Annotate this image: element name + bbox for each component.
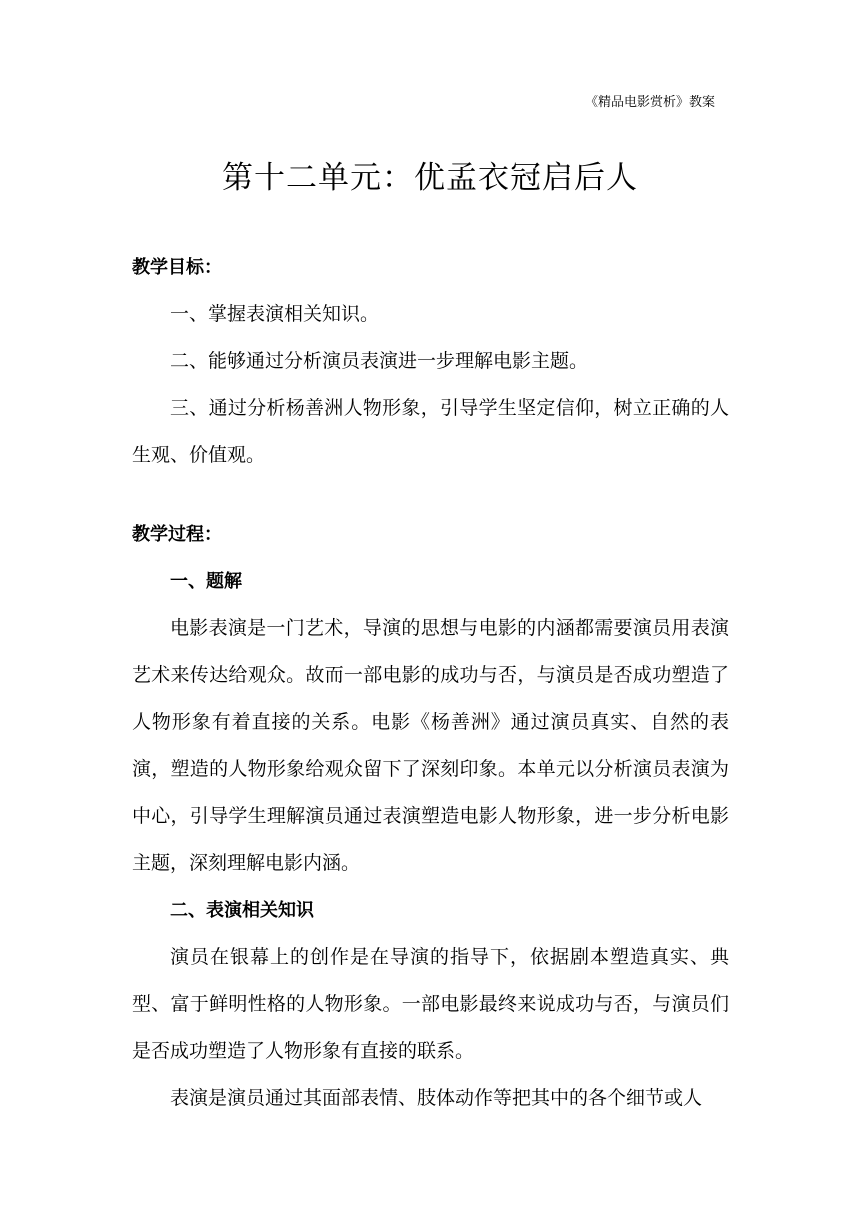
- teaching-process-section: [132, 511, 729, 1122]
- section-heading-performance-knowledge: 二、表演相关知识: [170, 900, 314, 921]
- teaching-process-heading: 教学过程：: [132, 524, 222, 545]
- teaching-goals-section: [132, 244, 729, 479]
- goal-item-2: 二、能够通过分析演员表演进一步理解电影主题。: [170, 350, 589, 372]
- unit-title: 第十二单元：优孟衣冠启后人: [222, 160, 638, 196]
- interpretation-paragraph: 电影表演是一门艺术，导演的思想与电影的内涵都需要演员用表演艺术来传达给观众。故而一部电影的成功与否，与演员是否成功塑造了人物形象有着直接的关系。电影《杨善洲》通过演员真实、自然的表演，塑造的人物形象给观众留下了深刻印象。本单元以分析演员表演为中心，引导学生理解演员通过表演塑造电影人物形象，进一步分析电影主题，深刻理解电影内涵。: [132, 617, 729, 874]
- performance-paragraph-1: 演员在银幕上的创作是在导演的指导下，依据剧本塑造真实、典型、富于鲜明性格的人物形象。一部电影最终来说成功与否，与演员们是否成功塑造了人物形象有直接的联系。: [132, 946, 729, 1062]
- goal-item-3: 三、通过分析杨善洲人物形象，引导学生坚定信仰，树立正确的人生观、价值观。: [132, 397, 729, 466]
- teaching-goals-heading: 教学目标：: [132, 257, 222, 278]
- goal-item-1: 一、掌握表演相关知识。: [170, 303, 380, 325]
- performance-paragraph-2: 表演是演员通过其面部表情、肢体动作等把其中的各个细节或人: [170, 1087, 703, 1109]
- page-header: 《精品电影赏析》教案: [584, 95, 715, 110]
- section-heading-interpretation: 一、题解: [170, 571, 242, 592]
